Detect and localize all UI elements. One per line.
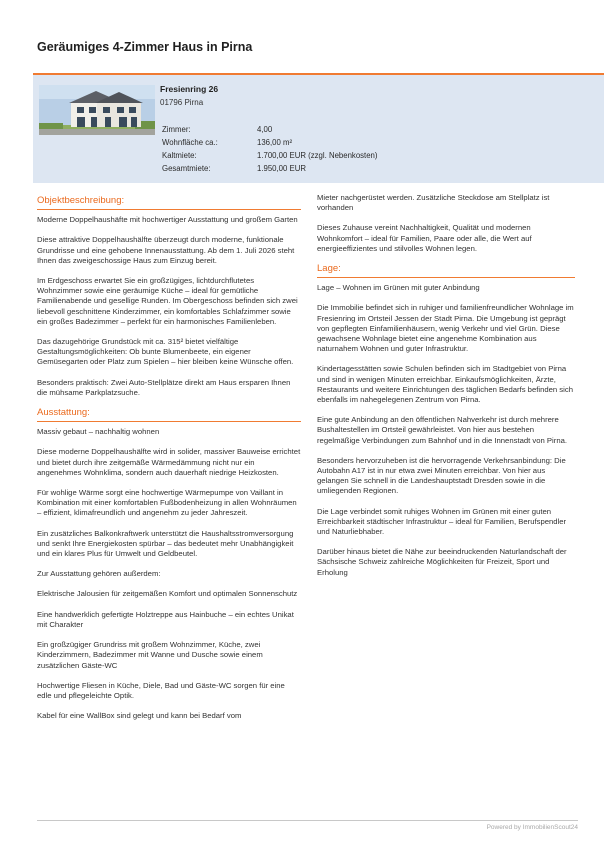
paragraph: Besonders praktisch: Zwei Auto-Stellplätze direkt am Haus ersparen Ihnen die mühsame Parkplatzsuche.: [37, 377, 291, 397]
address-city: 01796 Pirna: [160, 98, 204, 107]
paragraph: Massiv gebaut – nachhaltig wohnen: [37, 427, 160, 437]
fact-cold-rent: [162, 149, 377, 162]
fact-value: 1.950,00 EUR: [257, 164, 306, 173]
fact-rooms: [162, 123, 377, 136]
paragraph: Lage – Wohnen im Grünen mit guter Anbindung: [317, 283, 480, 293]
section-heading-lage: Lage:: [317, 264, 575, 278]
paragraph: Im Erdgeschoss erwartet Sie ein großzügiges, lichtdurchflutetes Wohnzimmer sowie eine geräumige Küche – ideal für gemütliche Familienabende und gesellige Runden. Im Obergeschoss befinden sich zwei liebevoll geschnittene Kinderzimmer, ein komfortables Schlafzimmer sowie ein großes Badezimmer – perfekt für ein harmonisches Familienleben.: [37, 276, 298, 326]
paragraph: Elektrische Jalousien für zeitgemäßen Komfort und optimalen Sonnenschutz: [37, 589, 298, 599]
paragraph: Mieter nachgerüstet werden. Zusätzliche Steckdose am Stellplatz ist vorhanden: [317, 193, 550, 213]
fact-living-area: [162, 136, 377, 149]
paragraph: Darüber hinaus bietet die Nähe zur beeindruckenden Naturlandschaft der Sächsische Schweiz zahlreiche Möglichkeiten für Freizeit, Sport und Erholung: [317, 547, 567, 577]
fact-label: Zimmer:: [162, 125, 191, 134]
paragraph: Dieses Zuhause vereint Nachhaltigkeit, Qualität und modernen Wohnkomfort – ideal für Familien, Paare oder alle, die Wert auf energieeffizientes und stilvolles Wohnen legen.: [317, 223, 532, 253]
paragraph: Kindertagesstätten sowie Schulen befinden sich im Stadtgebiet von Pirna und sind in wenigen Minuten erreichbar. Einkaufsmöglichkeiten, Ärzte, Restaurants und weitere Einrichtungen des täglichen Bedarfs befinden sich ebenfalls im nahegelegenen Zentrum von Pirna.: [317, 364, 573, 405]
section-heading-ausstattung: Ausstattung:: [37, 408, 301, 422]
paragraph: Moderne Doppelhaushäfte mit hochwertiger Ausstattung und großem Garten: [37, 215, 298, 225]
page-title: Geräumiges 4-Zimmer Haus in Pirna: [37, 40, 253, 54]
address-street: Fresienring 26: [160, 84, 219, 94]
paragraph: Diese attraktive Doppelhaushälfte überzeugt durch moderne, funktionale Grundrisse und eine gehobene Innenausstattung. Ab dem 1. Juli 2026 steht Ihnen das zweigeschossige Haus zum Einzug bereit.: [37, 235, 295, 265]
fact-label: Kaltmiete:: [162, 151, 197, 160]
fact-value: 4,00: [257, 125, 273, 134]
paragraph: Diese moderne Doppelhaushälfte wird in solider, massiver Bauweise errichtet und bietet durch ihre zeitgemäße Wärmedämmung nicht nur ein angenehmes Wohnklima, sondern auch dauerhaft niedrige Heizkosten.: [37, 447, 301, 477]
left-column: [37, 193, 301, 731]
house-photo: [39, 85, 155, 135]
paragraph: Die Immobilie befindet sich in ruhiger und familienfreundlicher Wohnlage im Fresienring im Ortsteil Jessen der Stadt Pirna. Die Umgebung ist geprägt von gepflegten Einfamilienhäusern, wenig Verkehr und viel Grün. Diese gewachsene Wohnlage bietet eine angenehme Kombination aus naturnahem Wohnen und guter Infrastruktur.: [317, 303, 574, 354]
section-heading-objekt: Objektbeschreibung:: [37, 196, 301, 210]
paragraph: Für wohlige Wärme sorgt eine hochwertige Wärmepumpe von Vaillant in Kombination mit einer komfortablen Fußbodenheizung in allen Wohnräumen – effizient, klimafreundlich und angenehm zu jeder Jahreszeit.: [37, 488, 297, 518]
key-facts: [162, 123, 377, 175]
fact-value: 1.700,00 EUR (zzgl. Nebenkosten): [257, 151, 378, 160]
paragraph: Besonders hervorzuheben ist die hervorragende Verkehrsanbindung: Die Autobahn A17 ist in nur etwa zwei Minuten erreichbar. Von hier aus gelangen Sie schnell in die Landeshauptstadt Dresden sowie in die umliegenden Regionen.: [317, 455, 566, 496]
paragraph: Eine handwerklich gefertigte Holztreppe aus Hainbuche – ein echtes Unikat mit Charakter: [37, 609, 294, 629]
fact-label: Gesamtmiete:: [162, 164, 211, 173]
fact-total-rent: [162, 162, 377, 175]
fact-label: Wohnfläche ca.:: [162, 138, 218, 147]
paragraph: Ein zusätzliches Balkonkraftwerk unterstützt die Haushaltsstromversorgung und senkt Ihre Energiekosten spürbar – das bedeutet mehr Unabhängigkeit und ein klares Plus für Umwelt und Geldbeutel.: [37, 528, 294, 559]
paragraph: Die Lage verbindet somit ruhiges Wohnen im Grünen mit einer guten Erreichbarkeit städtischer Infrastruktur – ideal für Familien, Berufspendler und Naturliebhaber.: [317, 506, 567, 537]
paragraph: Das dazugehörige Grundstück mit ca. 315² bietet vielfältige Gestaltungsmöglichkeiten: Ob bunte Blumenbeete, ein eigener Gemüsegarten oder Platz zum Spielen – hier bleiben keine Wünsche offen.: [37, 337, 294, 367]
footer-divider: [37, 820, 578, 821]
paragraph: Hochwertige Fliesen in Küche, Diele, Bad und Gäste-WC sorgen für eine edle und pflegeleichte Optik.: [37, 680, 285, 700]
paragraph: Zur Ausstattung gehören außerdem:: [37, 569, 161, 579]
paragraph: Ein großzügiger Grundriss mit großem Wohnzimmer, Küche, zwei Kinderzimmern, Badezimmer mit Wanne und Dusche sowie einem zusätzlichen Gäste-WC: [37, 640, 263, 670]
paragraph: Eine gute Anbindung an den öffentlichen Nahverkehr ist durch mehrere Bushaltestellen im Ortsteil gewährleistet. Von hier aus bestehen regelmäßige Verbindungen zum Bahnhof und in die Innenstadt von Pirna.: [317, 415, 568, 445]
right-column: [317, 193, 575, 588]
fact-value: 136,00 m²: [257, 138, 293, 147]
paragraph: Kabel für eine WallBox sind gelegt und kann bei Bedarf vom: [37, 711, 242, 721]
powered-by-text: Powered by ImmobilienScout24: [486, 824, 578, 831]
